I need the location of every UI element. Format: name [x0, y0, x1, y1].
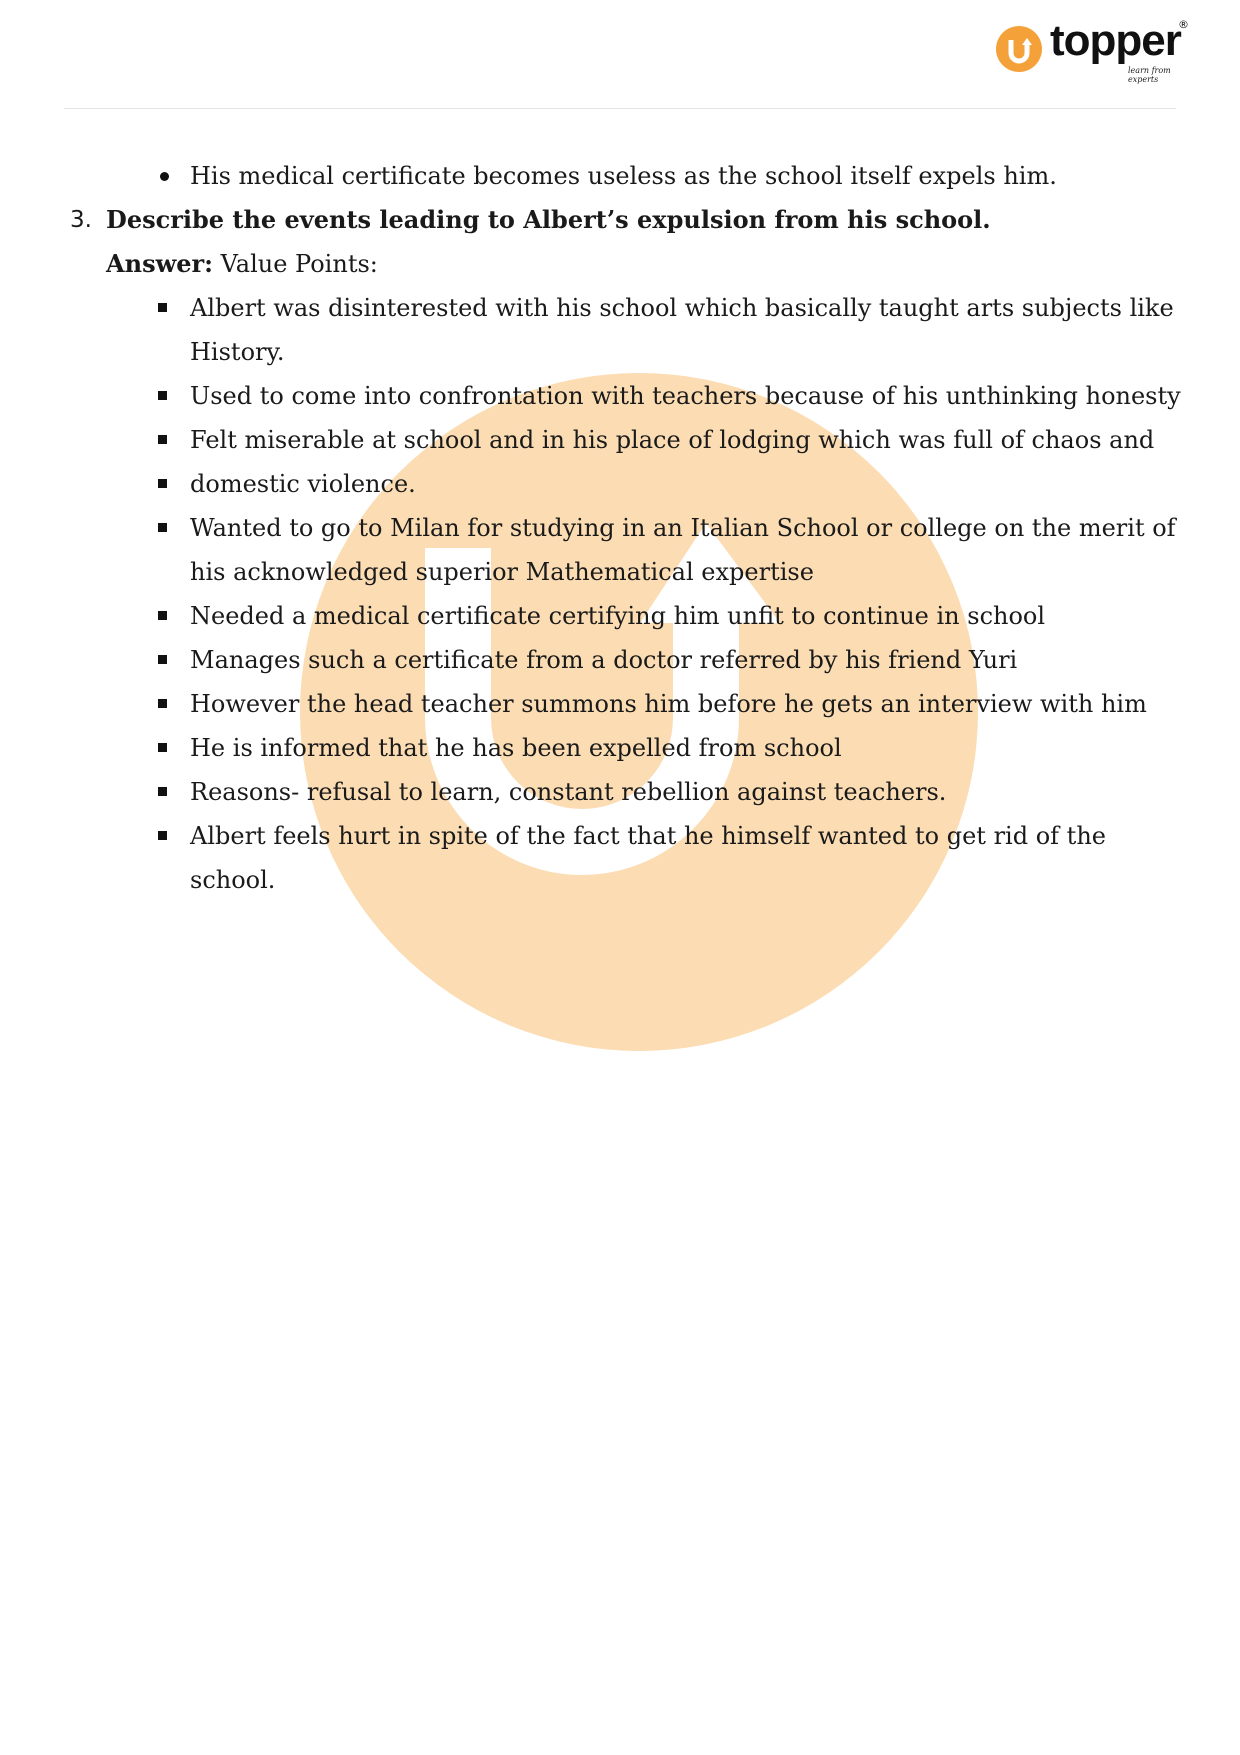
answer-heading	[106, 242, 1186, 286]
list-item-text: Manages such a certificate from a doctor referred by his friend Yuri	[190, 646, 1018, 674]
question-text: Describe the events leading to Albert’s expulsion from his school.	[106, 205, 991, 234]
list-item	[190, 374, 1190, 418]
answer-label: Answer:	[106, 249, 214, 278]
square-bullet-icon	[158, 611, 167, 620]
header-divider	[64, 108, 1176, 109]
square-bullet-icon	[158, 655, 167, 664]
list-item	[190, 594, 1190, 638]
logo-tagline: learn from experts	[1128, 66, 1171, 84]
list-item-text: Wanted to go to Milan for studying in an Italian School or college on the merit of his acknowledged superior Mathematical expertise	[190, 514, 1176, 586]
square-bullet-icon	[158, 831, 167, 840]
list-item	[190, 286, 1190, 374]
square-bullet-icon	[158, 303, 167, 312]
list-item-text: Felt miserable at school and in his place of lodging which was full of chaos and	[190, 426, 1155, 454]
list-item-text: domestic violence.	[190, 470, 416, 498]
answer-text: Value Points:	[220, 250, 378, 278]
logo-wordmark: topper	[1050, 16, 1181, 65]
list-item-text: Albert was disinterested with his school which basically taught arts subjects like History.	[190, 294, 1174, 366]
value-points-list	[190, 286, 1190, 902]
list-item	[190, 154, 1180, 198]
square-bullet-icon	[158, 787, 167, 796]
list-item	[190, 770, 1190, 814]
list-item-text: He is informed that he has been expelled from school	[190, 734, 842, 762]
square-bullet-icon	[158, 743, 167, 752]
list-item	[190, 726, 1190, 770]
list-item-text: However the head teacher summons him before he gets an interview with him	[190, 690, 1147, 718]
list-item	[190, 814, 1190, 902]
list-item	[190, 506, 1190, 594]
list-item	[190, 682, 1190, 726]
topper-logo	[996, 16, 1192, 84]
list-item	[190, 462, 1190, 506]
square-bullet-icon	[158, 699, 167, 708]
list-item-text: Needed a medical certificate certifying him unfit to continue in school	[190, 602, 1046, 630]
u-arrow-circle-icon	[996, 26, 1042, 72]
square-bullet-icon	[158, 435, 167, 444]
list-item	[190, 638, 1190, 682]
list-item-text: Used to come into confrontation with teachers because of his unthinking honesty	[190, 382, 1181, 410]
registered-mark: ®	[1178, 18, 1189, 31]
list-item-text: His medical certificate becomes useless as the school itself expels him.	[190, 162, 1057, 190]
u-arrow-glyph	[996, 26, 1042, 72]
list-item-text: Reasons- refusal to learn, constant rebellion against teachers.	[190, 778, 947, 806]
square-bullet-icon	[158, 479, 167, 488]
square-bullet-icon	[158, 523, 167, 532]
list-item	[190, 418, 1190, 462]
bullet-dot-icon	[160, 172, 169, 181]
square-bullet-icon	[158, 391, 167, 400]
list-item-text: Albert feels hurt in spite of the fact that he himself wanted to get rid of the school.	[190, 822, 1106, 894]
question-number: 3.	[70, 207, 92, 233]
page-header	[0, 0, 1240, 110]
